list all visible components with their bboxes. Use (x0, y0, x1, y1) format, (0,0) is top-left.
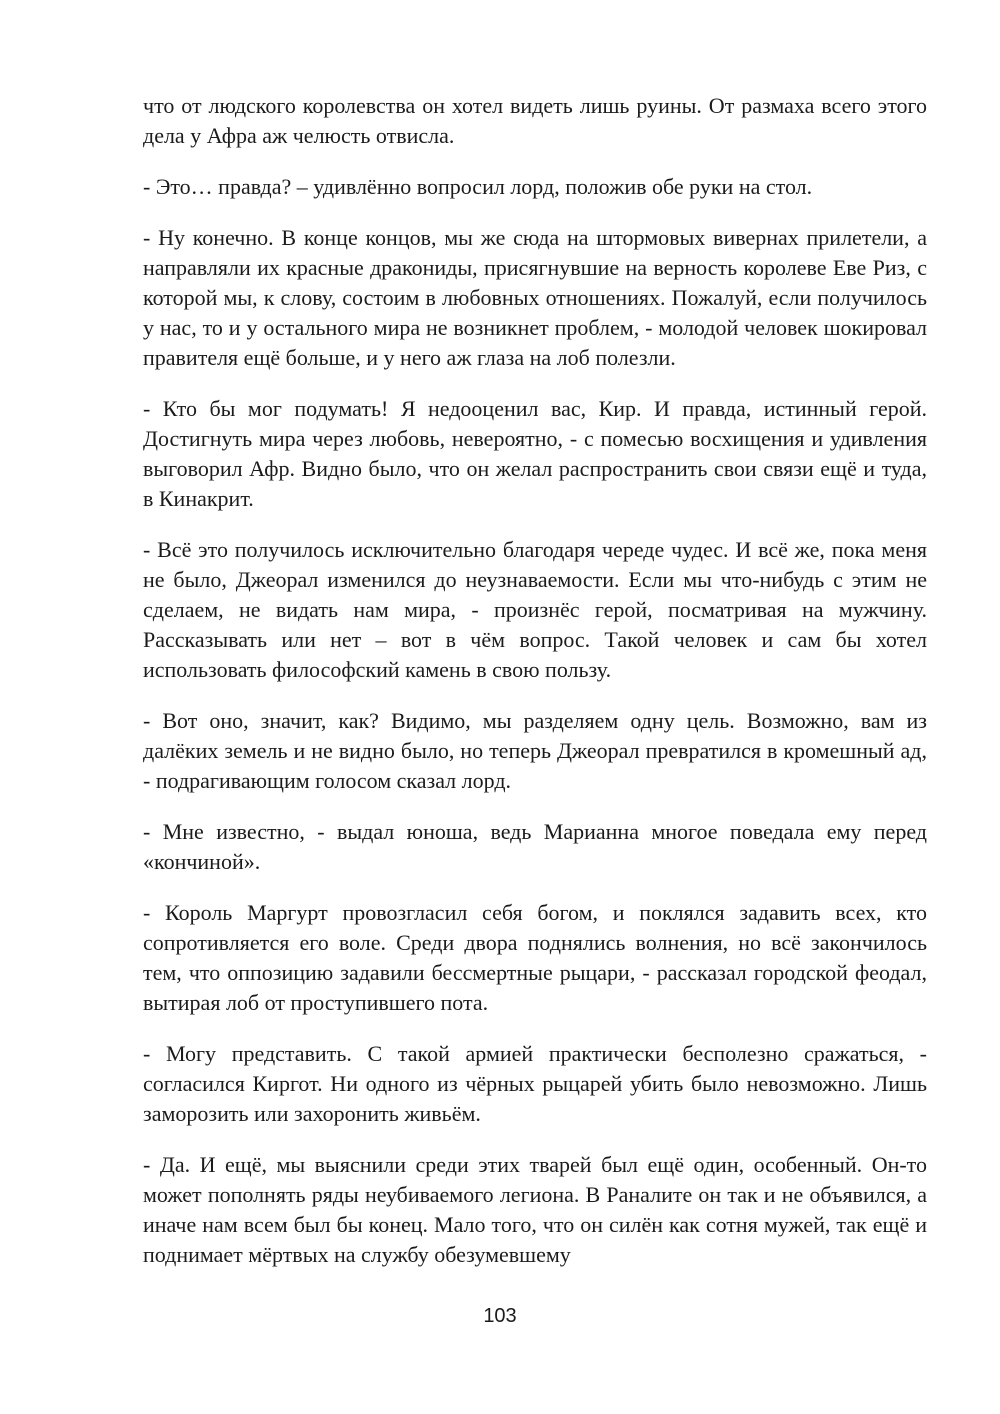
paragraph: - Могу представить. С такой армией практически бесполезно сражаться, - согласился Киргот. Ни одного из чёрных рыцарей убить было невозможно. Лишь заморозить или захоронить живьём. (143, 1041, 927, 1126)
paragraph: что от людского королевства он хотел видеть лишь руины. От размаха всего этого дела у Афра аж челюсть отвисла. (143, 93, 927, 148)
text-block (143, 91, 927, 1291)
paragraph: - Вот оно, значит, как? Видимо, мы разделяем одну цель. Возможно, вам из далёких земель и не видно было, но теперь Джеорал превратился в кромешный ад, - подрагивающим голосом сказал лорд. (143, 708, 927, 793)
paragraph: - Кто бы мог подумать! Я недооценил вас, Кир. И правда, истинный герой. Достигнуть мира через любовь, невероятно, - с помесью восхищения и удивления выговорил Афр. Видно было, что он желал распространить свои связи ещё и туда, в Кинакрит. (143, 396, 927, 511)
paragraph: - Мне известно, - выдал юноша, ведь Марианна многое поведала ему перед «кончиной». (143, 819, 927, 874)
page-number: 103 (483, 1305, 517, 1327)
paragraph: - Ну конечно. В конце концов, мы же сюда на штормовых вивернах прилетели, а направляли их красные дракониды, присягнувшие на верность королеве Еве Риз, с которой мы, к слову, состоим в любовных отношениях. Пожалуй, если получилось у нас, то и у остального мира не возникнет проблем, - молодой человек шокировал правителя ещё больше, и у него аж глаза на лоб полезли. (143, 225, 927, 370)
paragraph: - Король Маргурт провозгласил себя богом, и поклялся задавить всех, кто сопротивляется его воле. Среди двора поднялись волнения, но всё закончилось тем, что оппозицию задавили бессмертные рыцари, - рассказал городской феодал, вытирая лоб от проступившего пота. (143, 900, 927, 1015)
paragraph: - Это… правда? – удивлённо вопросил лорд, положив обе руки на стол. (143, 174, 813, 199)
paragraph: - Да. И ещё, мы выяснили среди этих тварей был ещё один, особенный. Он-то может пополнять ряды неубиваемого легиона. В Раналите он так и не объявился, а иначе нам всем был бы конец. Мало того, что он силён как сотня мужей, так ещё и поднимает мёртвых на службу обезумевшему (143, 1152, 927, 1267)
paragraph: - Всё это получилось исключительно благодаря череде чудес. И всё же, пока меня не было, Джеорал изменился до неузнаваемости. Если мы что-нибудь с этим не сделаем, не видать нам мира, - произнёс герой, посматривая на мужчину. Рассказывать или нет – вот в чём вопрос. Такой человек и сам бы хотел использовать философский камень в свою пользу. (143, 537, 927, 682)
